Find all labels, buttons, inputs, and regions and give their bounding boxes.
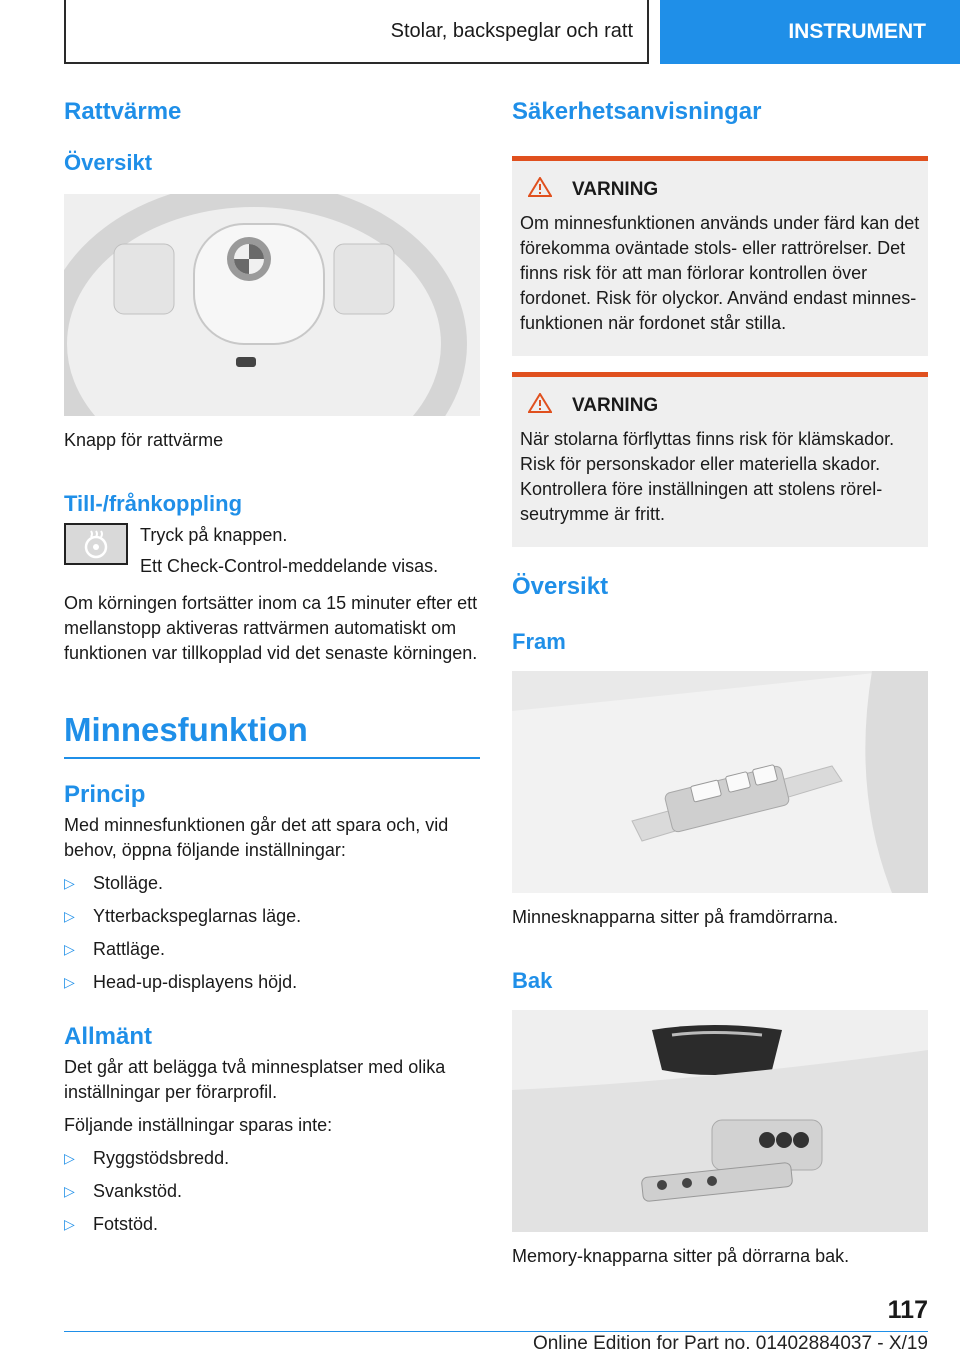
subsection-fram: Fram [512, 629, 566, 654]
subsection-princip: Princip [64, 781, 146, 808]
page-number: 117 [887, 1296, 928, 1324]
triangle-bullet-icon: ▷ [64, 1216, 75, 1232]
steering-heat-button-icon [64, 523, 128, 565]
subsection-allmant: Allmänt [64, 1023, 153, 1050]
list-item: ▷ Stolläge. [64, 871, 480, 896]
warning-text: När stolarna förflyttas finns risk för klämskador. Risk för personskador eller materiella skador. Kontrollera före inställningen att stolens rörelseutrymme är fritt. [520, 429, 895, 524]
caption-rear-buttons: Memory-knapparna sitter på dörrarna bak. [512, 1246, 850, 1266]
section-title-oversikt: Översikt [512, 573, 609, 600]
list-item: ▷ Ryggstödsbredd. [64, 1146, 480, 1171]
list-item: ▷ Fotstöd. [64, 1212, 480, 1237]
subsection-bak: Bak [512, 968, 553, 993]
heater-button-row [64, 523, 480, 579]
right-column [512, 98, 928, 1269]
triangle-bullet-icon: ▷ [64, 1150, 75, 1166]
warning-label: VARNING [572, 395, 659, 416]
header-section [64, 0, 649, 64]
warning-triangle-icon [528, 393, 552, 419]
caption-front-buttons: Minnesknapparna sitter på framdörrarna. [512, 907, 839, 927]
section-rule [64, 757, 480, 759]
triangle-bullet-icon: ▷ [64, 941, 75, 957]
paragraph-princip: Med minnesfunktionen går det att spara och, vid behov, öppna följande inställningar: [64, 815, 449, 860]
warning-triangle-icon [528, 177, 552, 203]
paragraph-auto-activation: Om körningen fortsätter inom ca 15 minuter efter ett mellanstopp aktiveras rattvärmen automatiskt om funktionen var tillkopplad vid det senaste körningen. [64, 593, 478, 663]
triangle-bullet-icon: ▷ [64, 875, 75, 891]
section-title-minnesfunktion: Minnesfunktion [64, 711, 308, 748]
left-column [64, 98, 480, 1237]
header-chapter-title: INSTRUMENT [788, 20, 926, 43]
warning-title [520, 393, 920, 419]
paragraph-allmant: Det går att belägga två minnesplatser med olika inställningar per förarprofil. [64, 1057, 446, 1102]
warning-box-1 [512, 156, 928, 356]
rear-door-memory-image [512, 1010, 928, 1232]
subsection-oversikt: Översikt [64, 150, 153, 175]
memory-settings-list [64, 871, 480, 995]
warning-label: VARNING [572, 179, 659, 200]
step-press-button: Tryck på knappen. [140, 525, 288, 545]
not-saved-list [64, 1146, 480, 1237]
warning-text: Om minnesfunktionen används under färd kan det förekomma oväntade stols- eller rattrörelser. Det finns risk för att man förlorar kontrollen över fordonet. Risk för olyckor. Använd endast minnes-funktionen när fordonet står stilla. [520, 213, 920, 333]
list-item: ▷ Head-up-displayens höjd. [64, 970, 480, 995]
header-section-title: Stolar, backspeglar och ratt [390, 19, 633, 42]
section-title-sakerhetsanvisningar: Säkerhetsanvisningar [512, 98, 762, 125]
step-check-control: Ett Check-Control-meddelande visas. [140, 556, 439, 576]
front-door-memory-image [512, 671, 928, 893]
steering-wheel-image [64, 194, 480, 416]
footer-edition: Online Edition for Part no. 01402884037 - X/19 [532, 1333, 928, 1354]
header-chapter [660, 0, 960, 64]
caption-steering-heater: Knapp för rattvärme [64, 430, 224, 450]
triangle-bullet-icon: ▷ [64, 974, 75, 990]
footer-rule [64, 1331, 928, 1332]
list-item: ▷ Ytterbackspeglarnas läge. [64, 904, 480, 929]
triangle-bullet-icon: ▷ [64, 1183, 75, 1199]
warning-title [520, 177, 920, 203]
paragraph-not-saved: Följande inställningar sparas inte: [64, 1115, 333, 1135]
list-item: ▷ Rattläge. [64, 937, 480, 962]
triangle-bullet-icon: ▷ [64, 908, 75, 924]
subsection-till-frankoppling: Till-/frånkoppling [64, 491, 243, 516]
warning-box-2 [512, 372, 928, 547]
section-title-rattvarme: Rattvärme [64, 98, 182, 125]
list-item: ▷ Svankstöd. [64, 1179, 480, 1204]
